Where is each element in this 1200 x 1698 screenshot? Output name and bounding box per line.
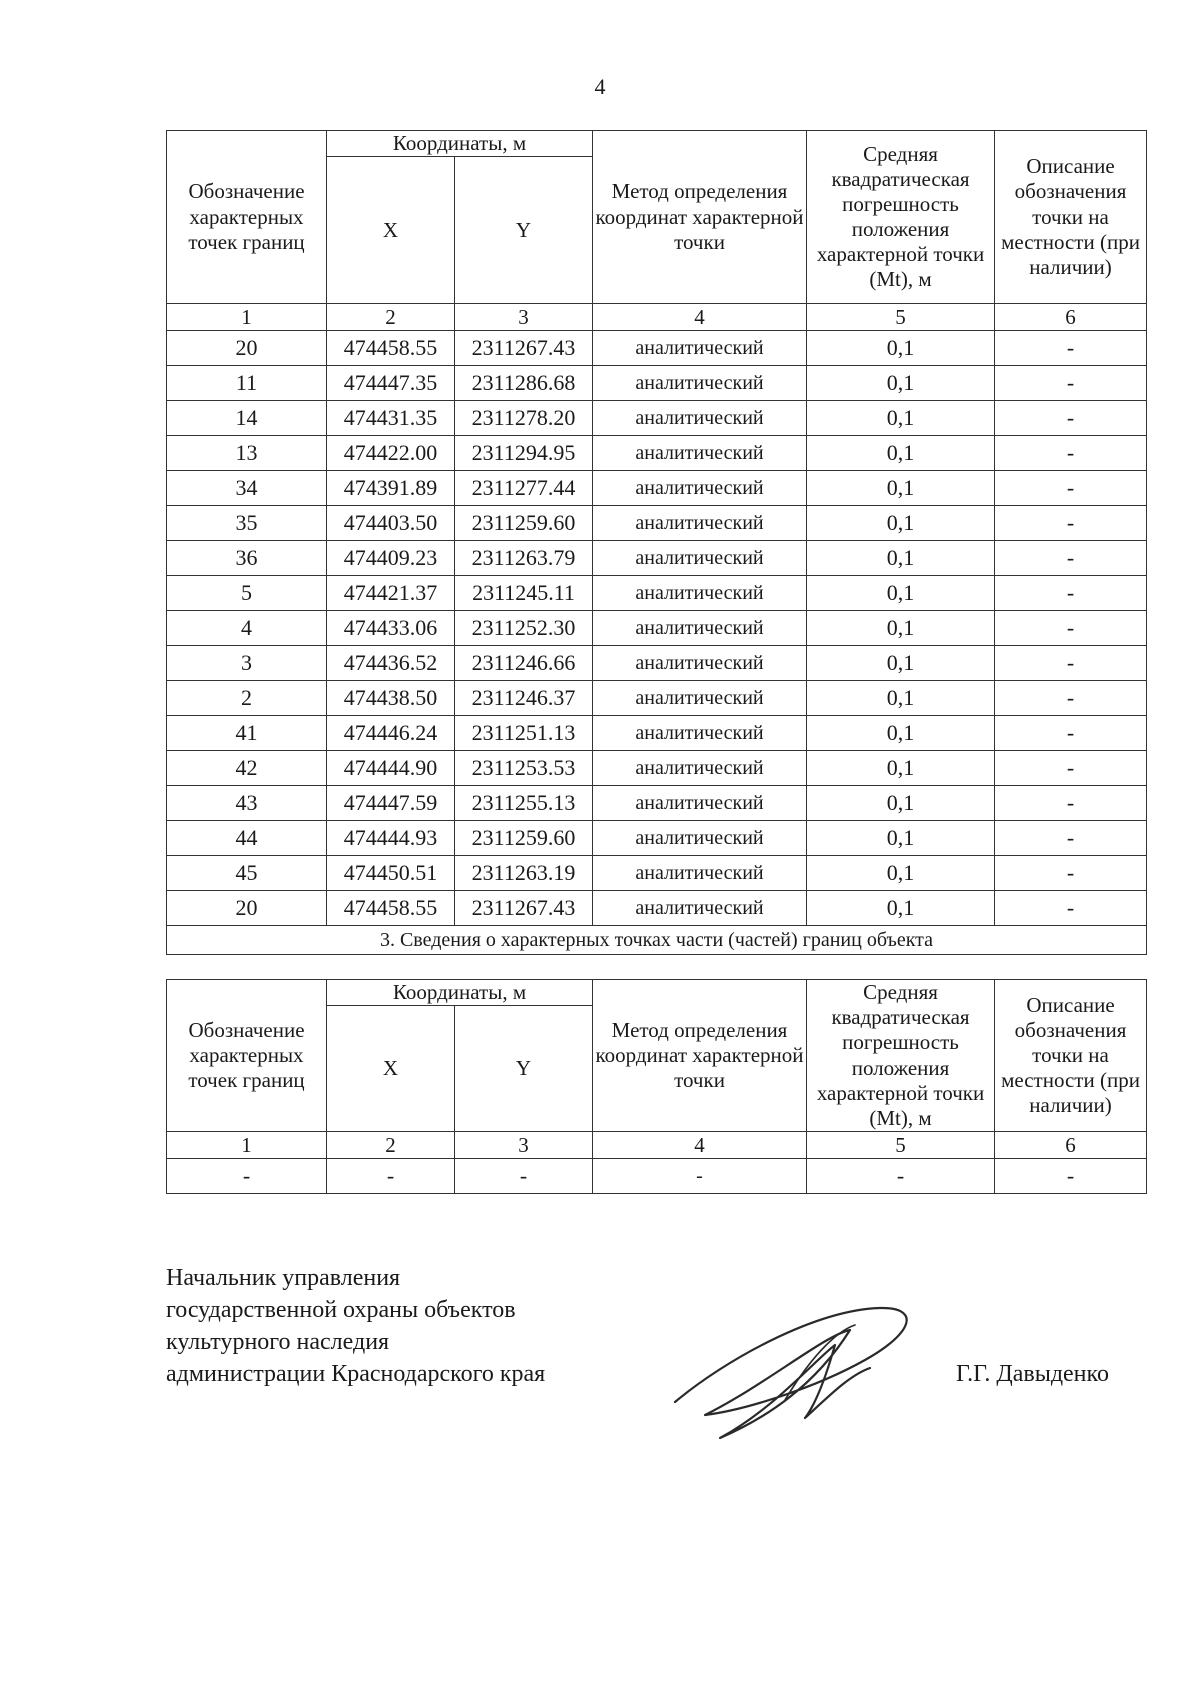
method-cell: аналитический — [593, 506, 807, 541]
description-cell: - — [995, 331, 1147, 366]
method-cell: аналитический — [593, 751, 807, 786]
column-number: 2 — [327, 1132, 455, 1159]
header-coordinates: Координаты, м — [327, 980, 593, 1006]
y-coordinate-cell: 2311277.44 — [455, 471, 593, 506]
x-coordinate-cell: 474458.55 — [327, 891, 455, 926]
method-cell: аналитический — [593, 576, 807, 611]
point-label-cell: 41 — [167, 716, 327, 751]
x-coordinate-cell: 474450.51 — [327, 856, 455, 891]
y-coordinate-cell: 2311259.60 — [455, 506, 593, 541]
error-cell: 0,1 — [807, 401, 995, 436]
y-coordinate-cell: 2311245.11 — [455, 576, 593, 611]
table-row — [167, 366, 1147, 401]
description-cell: - — [995, 716, 1147, 751]
description-cell: - — [995, 891, 1147, 926]
error-cell: - — [807, 1159, 995, 1194]
error-cell: 0,1 — [807, 716, 995, 751]
description-cell: - — [995, 541, 1147, 576]
method-cell: аналитический — [593, 891, 807, 926]
point-label-cell: 43 — [167, 786, 327, 821]
table-row — [167, 331, 1147, 366]
method-cell: аналитический — [593, 436, 807, 471]
method-cell: - — [593, 1159, 807, 1194]
point-label-cell: 45 — [167, 856, 327, 891]
method-cell: аналитический — [593, 646, 807, 681]
point-label-cell: 20 — [167, 331, 327, 366]
error-cell: 0,1 — [807, 331, 995, 366]
point-label-cell: 36 — [167, 541, 327, 576]
table-row — [167, 751, 1147, 786]
header-coordinates: Координаты, м — [327, 131, 593, 157]
point-label-cell: 20 — [167, 891, 327, 926]
position-line: Начальник управления — [166, 1265, 401, 1291]
description-cell: - — [995, 611, 1147, 646]
table-row — [167, 576, 1147, 611]
column-numbers-row — [167, 304, 1147, 331]
x-coordinate-cell: 474446.24 — [327, 716, 455, 751]
header-point-label: Обозначение характерных точек границ — [167, 980, 327, 1132]
position-line: государственной охраны объектов — [166, 1297, 516, 1323]
description-cell: - — [995, 646, 1147, 681]
table-row — [167, 506, 1147, 541]
header-x: X — [327, 1006, 455, 1132]
x-coordinate-cell: 474403.50 — [327, 506, 455, 541]
header-x: X — [327, 157, 455, 304]
y-coordinate-cell: 2311263.19 — [455, 856, 593, 891]
column-number: 3 — [455, 1132, 593, 1159]
description-cell: - — [995, 681, 1147, 716]
method-cell: аналитический — [593, 401, 807, 436]
part-boundary-points-table — [166, 979, 1147, 1194]
point-label-cell: - — [167, 1159, 327, 1194]
table-row — [167, 646, 1147, 681]
method-cell: аналитический — [593, 821, 807, 856]
error-cell: 0,1 — [807, 646, 995, 681]
boundary-points-table — [166, 130, 1147, 955]
point-label-cell: 44 — [167, 821, 327, 856]
error-cell: 0,1 — [807, 436, 995, 471]
method-cell: аналитический — [593, 681, 807, 716]
table-row — [167, 891, 1147, 926]
y-coordinate-cell: 2311267.43 — [455, 891, 593, 926]
error-cell: 0,1 — [807, 366, 995, 401]
table-row — [167, 1159, 1147, 1194]
y-coordinate-cell: 2311294.95 — [455, 436, 593, 471]
error-cell: 0,1 — [807, 611, 995, 646]
y-coordinate-cell: 2311286.68 — [455, 366, 593, 401]
x-coordinate-cell: 474447.59 — [327, 786, 455, 821]
point-label-cell: 3 — [167, 646, 327, 681]
y-coordinate-cell: 2311278.20 — [455, 401, 593, 436]
table-row — [167, 471, 1147, 506]
description-cell: - — [995, 366, 1147, 401]
header-description: Описание обозначения точки на местности (при наличии) — [995, 131, 1147, 304]
point-label-cell: 42 — [167, 751, 327, 786]
point-label-cell: 35 — [167, 506, 327, 541]
column-numbers-row — [167, 1132, 1147, 1159]
x-coordinate-cell: 474436.52 — [327, 646, 455, 681]
error-cell: 0,1 — [807, 471, 995, 506]
column-number: 2 — [327, 304, 455, 331]
point-label-cell: 11 — [167, 366, 327, 401]
table-row — [167, 821, 1147, 856]
method-cell: аналитический — [593, 716, 807, 751]
header-y: Y — [455, 157, 593, 304]
y-coordinate-cell: 2311267.43 — [455, 331, 593, 366]
page-number: 4 — [594, 74, 606, 99]
table-row — [167, 786, 1147, 821]
x-coordinate-cell: 474447.35 — [327, 366, 455, 401]
error-cell: 0,1 — [807, 506, 995, 541]
table-row — [167, 611, 1147, 646]
x-coordinate-cell: - — [327, 1159, 455, 1194]
table-row — [167, 401, 1147, 436]
position-line: культурного наследия — [166, 1329, 390, 1355]
description-cell: - — [995, 401, 1147, 436]
column-number: 3 — [455, 304, 593, 331]
y-coordinate-cell: 2311246.37 — [455, 681, 593, 716]
description-cell: - — [995, 786, 1147, 821]
error-cell: 0,1 — [807, 856, 995, 891]
y-coordinate-cell: 2311246.66 — [455, 646, 593, 681]
header-error: Средняя квадратическая погрешность положения характерной точки (Mt), м — [807, 980, 995, 1132]
point-label-cell: 5 — [167, 576, 327, 611]
column-number: 6 — [995, 1132, 1147, 1159]
method-cell: аналитический — [593, 541, 807, 576]
header-error: Средняя квадратическая погрешность положения характерной точки (Mt), м — [807, 131, 995, 304]
error-cell: 0,1 — [807, 821, 995, 856]
x-coordinate-cell: 474438.50 — [327, 681, 455, 716]
method-cell: аналитический — [593, 471, 807, 506]
section-3-title: 3. Сведения о характерных точках части (частей) границ объекта — [167, 926, 1147, 955]
y-coordinate-cell: - — [455, 1159, 593, 1194]
error-cell: 0,1 — [807, 786, 995, 821]
column-number: 4 — [593, 304, 807, 331]
point-label-cell: 13 — [167, 436, 327, 471]
description-cell: - — [995, 506, 1147, 541]
error-cell: 0,1 — [807, 891, 995, 926]
signatory-name: Г.Г. Давыденко — [956, 1361, 1109, 1387]
x-coordinate-cell: 474422.00 — [327, 436, 455, 471]
position-line: администрации Краснодарского края — [166, 1361, 546, 1387]
description-cell: - — [995, 576, 1147, 611]
column-number: 1 — [167, 1132, 327, 1159]
point-label-cell: 34 — [167, 471, 327, 506]
method-cell: аналитический — [593, 856, 807, 891]
error-cell: 0,1 — [807, 576, 995, 611]
x-coordinate-cell: 474409.23 — [327, 541, 455, 576]
y-coordinate-cell: 2311259.60 — [455, 821, 593, 856]
table-row — [167, 436, 1147, 471]
column-number: 1 — [167, 304, 327, 331]
y-coordinate-cell: 2311252.30 — [455, 611, 593, 646]
x-coordinate-cell: 474421.37 — [327, 576, 455, 611]
x-coordinate-cell: 474391.89 — [327, 471, 455, 506]
table-row — [167, 681, 1147, 716]
header-point-label: Обозначение характерных точек границ — [167, 131, 327, 304]
y-coordinate-cell: 2311263.79 — [455, 541, 593, 576]
header-method: Метод определения координат характерной точки — [593, 131, 807, 304]
description-cell: - — [995, 471, 1147, 506]
description-cell: - — [995, 436, 1147, 471]
column-number: 5 — [807, 304, 995, 331]
method-cell: аналитический — [593, 331, 807, 366]
method-cell: аналитический — [593, 786, 807, 821]
error-cell: 0,1 — [807, 681, 995, 716]
x-coordinate-cell: 474431.35 — [327, 401, 455, 436]
column-number: 5 — [807, 1132, 995, 1159]
x-coordinate-cell: 474458.55 — [327, 331, 455, 366]
error-cell: 0,1 — [807, 541, 995, 576]
y-coordinate-cell: 2311255.13 — [455, 786, 593, 821]
point-label-cell: 4 — [167, 611, 327, 646]
table-row — [167, 856, 1147, 891]
handwritten-signature — [665, 1290, 955, 1440]
x-coordinate-cell: 474444.90 — [327, 751, 455, 786]
signatory-position — [166, 1262, 545, 1390]
description-cell: - — [995, 1159, 1147, 1194]
y-coordinate-cell: 2311251.13 — [455, 716, 593, 751]
point-label-cell: 14 — [167, 401, 327, 436]
column-number: 6 — [995, 304, 1147, 331]
header-description: Описание обозначения точки на местности (при наличии) — [995, 980, 1147, 1132]
description-cell: - — [995, 856, 1147, 891]
method-cell: аналитический — [593, 611, 807, 646]
description-cell: - — [995, 751, 1147, 786]
header-method: Метод определения координат характерной точки — [593, 980, 807, 1132]
column-number: 4 — [593, 1132, 807, 1159]
error-cell: 0,1 — [807, 751, 995, 786]
y-coordinate-cell: 2311253.53 — [455, 751, 593, 786]
x-coordinate-cell: 474433.06 — [327, 611, 455, 646]
x-coordinate-cell: 474444.93 — [327, 821, 455, 856]
method-cell: аналитический — [593, 366, 807, 401]
table-row — [167, 716, 1147, 751]
point-label-cell: 2 — [167, 681, 327, 716]
table-row — [167, 541, 1147, 576]
header-y: Y — [455, 1006, 593, 1132]
description-cell: - — [995, 821, 1147, 856]
